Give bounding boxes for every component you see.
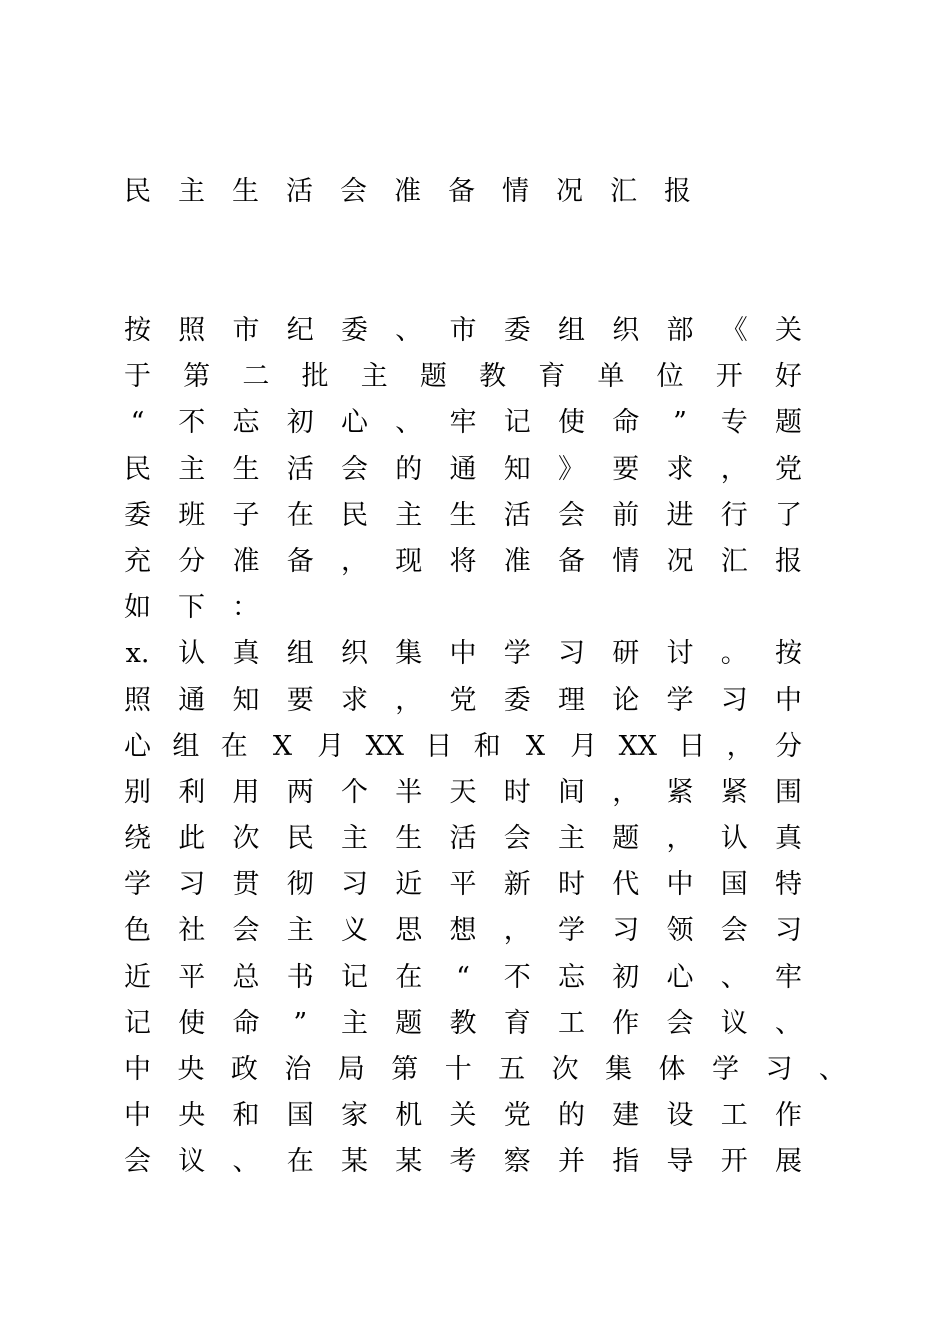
text-line: 色 社 会 主 义 思 想 ， 学 习 领 会 习: [124, 915, 802, 947]
document-body: [124, 308, 854, 1186]
text-line: 中 央 和 国 家 机 关 党 的 建 设 工 作: [124, 1100, 802, 1132]
text-line: 会 议 、 在 某 某 考 察 并 指 导 开 展: [124, 1146, 802, 1178]
text-line: 近 平 总 书 记 在 “ 不 忘 初 心 、 牢: [124, 961, 802, 993]
text-line: “ 不 忘 初 心 、 牢 记 使 命 ” 专 题: [130, 407, 802, 439]
text-line: 照 通 知 要 求 ， 党 委 理 论 学 习 中: [124, 684, 802, 716]
text-line: 民 主 生 活 会 的 通 知 》 要 求 ， 党: [124, 453, 802, 485]
document-title: 民主生活会准备情况汇报: [124, 176, 718, 207]
text-line: 如 下 ：: [124, 592, 259, 624]
text-line: 于 第 二 批 主 题 教 育 单 位 开 好: [124, 361, 802, 393]
text-line: 按 照 市 纪 委 、 市 委 组 织 部 《 关: [124, 315, 802, 346]
text-line: 心 组 在 X 月 XX 日 和 X 月 XX 日 ， 分: [124, 730, 802, 762]
text-line: 中 央 政 治 局 第 十 五 次 集 体 学 习 、: [124, 1054, 846, 1085]
text-line: x. 认 真 组 织 集 中 学 习 研 讨 。 按: [125, 638, 802, 670]
text-line: 学 习 贯 彻 习 近 平 新 时 代 中 国 特: [124, 869, 802, 901]
text-line: 绕 此 次 民 主 生 活 会 主 题 ， 认 真: [124, 823, 802, 855]
text-line: 记 使 命 ” 主 题 教 育 工 作 会 议 、: [124, 1007, 802, 1039]
text-line: 别 利 用 两 个 半 天 时 间 ， 紧 紧 围: [124, 776, 802, 808]
text-line: 充 分 准 备 ， 现 将 准 备 情 况 汇 报: [124, 545, 802, 577]
text-line: 委 班 子 在 民 主 生 活 会 前 进 行 了: [124, 499, 802, 531]
